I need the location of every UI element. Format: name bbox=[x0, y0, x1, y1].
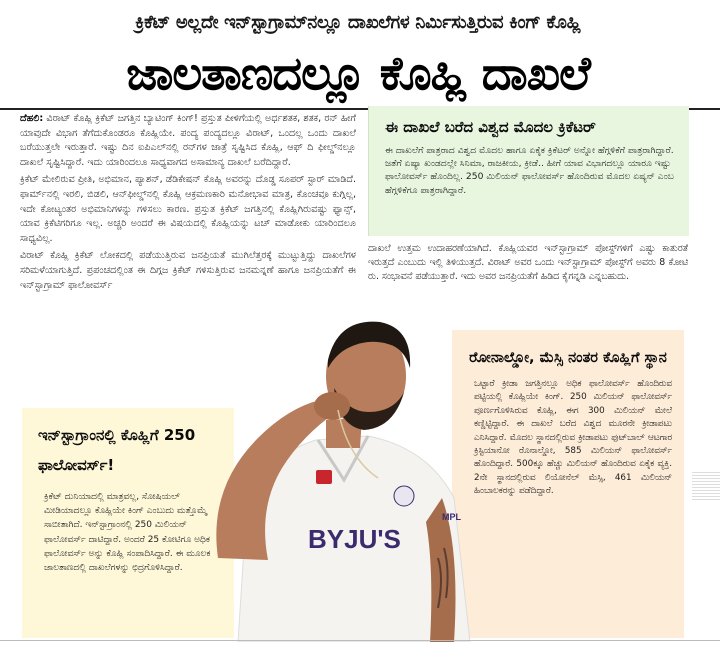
cream-box-body: ಕ್ರಿಕೆಟ್ ದುನಿಯಾದಲ್ಲಿ ಮಾತ್ರವಲ್ಲ, ಸೋಷಿಯಲ್ ಮೀಡಿಯಾದಲ್ಲೂ ಕೊಹ್ಲಿಯೇ ಕಿಂಗ್ ಎಂಬುದು ಮತ್ತೊಮ್ಮೆ ಸಾಬೀತಾಗಿದೆ. ಇನ್‌ಸ್ಟಾಗ್ರಾಂನಲ್ಲಿ 250 ಮಿಲಿಯನ್ ಫಾಲೋವರ್ಸ್ ದಾಟಿದ್ದಾರೆ. ಅಂದರೆ 25 ಕೋಟಿಗೂ ಅಧಿಕ ಫಾಲೋವರ್ಸ್ ಅನ್ನು ಕೊಹ್ಲಿ ಸಂಪಾದಿಸಿದ್ದಾರೆ. ಈ ಮೂಲಕ ಜಾಲತಾಣದಲ್ಲಿ ದಾಖಲೆಗಳನ್ನು ಛಿದ್ರಗೊಳಿಸಿದ್ದಾರೆ. bbox=[44, 492, 211, 574]
main-paragraph-2: ಕ್ರಿಕೆಟ್ ಮೇಲಿರುವ ಪ್ರೀತಿ, ಅಭಿಮಾನ, ಪ್ಯಾಶನ್, ಡೆಡಿಕೇಷನ್ ಕೊಹ್ಲಿ ಅವರನ್ನು ದೊಡ್ಡ ಸೂಪರ್ ಸ್ಟಾರ್ ಮಾಡಿದೆ. ಫಾರ್ಮ್‌ನಲ್ಲಿ ಇರಲಿ, ಬಿಡಲಿ, ಆನ್‌ಫೀಲ್ಡ್‌ನಲ್ಲಿ ಕೊಹ್ಲಿ ಆಕ್ರಮಣಕಾರಿ ಮನೋಭಾವ ಮಾತ್ರ, ಕೊಂಚವೂ ಕುಗ್ಗಿಲ್ಲ, ಇದೇ ಕೋಟ್ಯಂತರ ಅಭಿಮಾನಿಗಳನ್ನು ಗಳಿಸಲು ಕಾರಣ. ಪ್ರಸ್ತುತ ಕ್ರಿಕೆಟ್ ಜಗತ್ತಿನಲ್ಲಿ ಕೊಹ್ಲಿಗಿರುವಷ್ಟು ಫ್ಯಾನ್ಸ್, ಯಾವ ಕ್ರಿಕೆಟಿಗರಿಗೂ ಇಲ್ಲ. ಅಚ್ಚರಿ ಅಂದರೆ ಈ ವಿಷಯದಲ್ಲಿ ಕೊಹ್ಲಿಯನ್ನು ಟಚ್ ಮಾಡೋಕು ಯಾರಿಂದಲೂ ಸಾಧ್ಯವಿಲ್ಲ. bbox=[20, 174, 356, 244]
jersey-sponsor: BYJU'S bbox=[308, 524, 401, 554]
peach-box-title: ರೋನಾಲ್ಡೋ, ಮೆಸ್ಸಿ ನಂತರ ಕೊಹ್ಲಿಗೆ ಸ್ಥಾನ bbox=[469, 350, 667, 366]
main-paragraph-3: ವಿರಾಟ್ ಕೊಹ್ಲಿ ಕ್ರಿಕೆಟ್ ಲೋಕದಲ್ಲಿ ಪಡೆಯುತ್ತಿರುವ ಜನಪ್ರಿಯತೆ ಮುಗಿಲೆತ್ತರಕ್ಕೆ ಮುಟ್ಟುತ್ತಿದ್ದು ದಾಖಲೆಗಳ ಸರಿಮಳೆಯಾಗುತ್ತಿದೆ. ಪ್ರಪಂಚದಲ್ಲಿಂತ ಈ ದಿಗ್ಗಜ ಕ್ರಿಕೆಟ್ ಗಳಿಸುತ್ತಿರುವ ಜನಮನ್ನಣೆ ಹಾಗೂ ಜನಪ್ರಿಯತೆಗೆ ಈ ಇನ್‌ಸ್ಟಾಗ್ರಾಮ್ ಫಾಲೋವರ್ಸ್ bbox=[20, 250, 356, 291]
jersey-sleeve: MPL bbox=[442, 512, 461, 522]
main-headline: ಜಾಲತಾಣದಲ್ಲೂ ಕೊಹ್ಲಿ ದಾಖಲೆ bbox=[126, 46, 590, 100]
page-edge-strip bbox=[692, 470, 720, 500]
green-sidebar-box bbox=[368, 106, 689, 236]
paragraph-1-text: ವಿರಾಟ್ ಕೊಹ್ಲಿ ಕ್ರಿಕೆಟ್ ಜಗತ್ತಿನ ಬ್ಯಾಟಿಂಗ್ ಕಿಂಗ್! ಪ್ರಸ್ತುತ ಪೀಳಿಗೆಯಲ್ಲಿ ಅರ್ಧಶತಕ, ಶತಕ, ರನ್ ಹೀಗೆ ಯಾವುದೇ ವಿಭಾಗ ತೆಗೆದುಕೊಂಡರೂ ಕೊಹ್ಲಿಯೇ. ಪಂದ್ಯ ಪಂದ್ಯದಲ್ಲೂ ವಿರಾಟ್, ಒಂದಲ್ಲ ಒಂದು ದಾಖಲೆ ಬರೆಯುತ್ತಲೇ ಇರುತ್ತಾರೆ. ಇಷ್ಟು ದಿನ ಐಪಿಎಲ್‌ನಲ್ಲಿ ರನ್‌ಗಳ ಜಾತ್ರೆ ಸೃಷ್ಟಿಸಿದ ಕೊಹ್ಲಿ, ಆಫ್ ದಿ ಫೀಲ್ಡ್‌ನಲ್ಲೂ ದಾಖಲೆ ಸೃಷ್ಟಿಸಿದ್ದಾರೆ. ಇದು ಯಾರಿಂದಲೂ ಸಾಧ್ಯವಾಗದ ಅಸಾಮಾನ್ಯ ದಾಖಲೆ ಬರೆದಿದ್ದಾರೆ. bbox=[20, 113, 356, 168]
bcci-logo bbox=[394, 486, 414, 506]
hand-shape bbox=[314, 392, 350, 420]
cream-box-title: ಇನ್‌ಸ್ಟಾಗ್ರಾಂನಲ್ಲಿ ಕೊಹ್ಲಿಗೆ 250 ಫಾಲೋವರ್ಸ್! bbox=[38, 426, 196, 474]
kicker-headline: ಕ್ರಿಕೆಟ್ ಅಲ್ಲದೇ ಇನ್‌ಸ್ಟಾಗ್ರಾಮ್‌ನಲ್ಲೂ ದಾಖಲೆಗಳ ನಿರ್ಮಿಸುತ್ತಿರುವ ಕಿಂಗ್ ಕೊಹ್ಲಿ bbox=[135, 11, 581, 33]
peach-box-body: ಒಟ್ಟಾರೆ ಕ್ರೀಡಾ ಜಗತ್ತಿನಲ್ಲೂ ಅಧಿಕ ಫಾಲೋವರ್ಸ್ ಹೊಂದಿರುವ ಪಟ್ಟಿಯಲ್ಲಿ ಕೊಹ್ಲಿಯೇ ಕಿಂಗ್. 250 ಮಿಲಿಯನ್ ಫಾಲೋವರ್ಸ್ ಪೂರ್ಣಗೊಳಿಸಿರುವ ಕೊಹ್ಲಿ, ಈಗ 300 ಮಿಲಿಯನ್ ಮೇಲೆ ಕಣ್ಣಿಟ್ಟಿದ್ದಾರೆ. ಈ ದಾಖಲೆ ಬರೆದ ವಿಶ್ವದ ಮೂರನೇ ಕ್ರೀಡಾಪಟು ಎನಿಸಿದ್ದಾರೆ. ಮೊದಲ ಸ್ಥಾನದಲ್ಲಿರುವ ಕ್ರೀಡಾಪಟು ಫುಟ್‌ಬಾಲ್ ಆಟಗಾರ ಕ್ರಿಸ್ಟಿಯಾನೋ ರೊನಾಲ್ಡೋ, 585 ಮಿಲಿಯನ್ ಫಾಲೋವರ್ಸ್ ಹೊಂದಿದ್ದಾರೆ. 500ಕ್ಕೂ ಹೆಚ್ಚು ಮಿಲಿಯನ್ ಹೊಂದಿರುವ ಏಕೈಕ ವ್ಯಕ್ತಿ. 2ನೇ ಸ್ಥಾನದಲ್ಲಿರುವ ಲಿಯೋನೆಲ್ ಮೆಸ್ಸಿ, 461 ಮಿಲಿಯನ್ ಹಿಂಬಾಲಕರನ್ನು ಪಡೆದಿದ್ದಾರೆ. bbox=[474, 379, 672, 497]
kohli-photo bbox=[198, 308, 480, 642]
kit-badge bbox=[316, 470, 332, 484]
dateline: ದೆಹಲಿ: bbox=[20, 113, 44, 124]
main-article bbox=[20, 112, 356, 296]
green-box-title: ಈ ದಾಖಲೆ ಬರೆದ ವಿಶ್ವದ ಮೊದಲ ಕ್ರಿಕೆಟರ್ bbox=[385, 118, 596, 136]
peach-sidebar-box bbox=[452, 330, 684, 638]
page-bottom-rule bbox=[0, 640, 720, 641]
right-paragraph: ದಾಖಲೆ ಉತ್ತಮ ಉದಾಹರಣೆಯಾಗಿದೆ. ಕೊಹ್ಲಿಯವರ ಇನ್‌ಸ್ಟಾಗ್ರಾಮ್ ಪೋಸ್ಟ್‌ಗಳಿಗೆ ಎಷ್ಟು ಕಾತುರತೆ ಇರುತ್ತದೆ ಎಂಬುದು ಇಲ್ಲಿ ತಿಳಿಯುತ್ತದೆ. ವಿರಾಟ್ ಅವರ ಒಂದು ಇನ್‌ಸ್ಟಾಗ್ರಾಮ್ ಪೋಸ್ಟ್‌ಗೆ ಅವರು 8 ಕೋಟಿ ರು. ಸಂಭಾವನೆ ಪಡೆಯುತ್ತಾರೆ. ಇದು ಅವರ ಜನಪ್ರಿಯತೆಗೆ ಹಿಡಿದ ಕೈಗನ್ನಡಿ ಎನ್ನಬಹುದು. bbox=[368, 243, 688, 283]
right-column-text bbox=[368, 242, 688, 288]
main-paragraph-1 bbox=[20, 112, 356, 170]
green-box-body: ಈ ದಾಖಲೆಗೆ ಪಾತ್ರರಾದ ವಿಶ್ವದ ಮೊದಲ ಹಾಗೂ ಏಕೈಕ ಕ್ರಿಕೆಟರ್ ಅನ್ನೋ ಹೆಗ್ಗಳಿಕೆಗೆ ಪಾತ್ರರಾಗಿದ್ದಾರೆ. ಜತೆಗೆ ಏಷ್ಯಾ ಖಂಡದಲ್ಲೇ ಸಿನಿಮಾ, ರಾಜಕೀಯ, ಕ್ರೀಡೆ.. ಹೀಗೆ ಯಾವ ವಿಭಾಗದಲ್ಲೂ ಯಾರೂ ಇಷ್ಟು ಫಾಲೋವರ್ಸ್ ಹೊಂದಿಲ್ಲ. 250 ಮಿಲಿಯನ್ ಫಾಲೋವರ್ಸ್ ಹೊಂದಿರುವ ಮೊದಲ ಏಷ್ಯನ್ ಎಂಬ ಹೆಗ್ಗಳಿಕೆಗೂ ಪಾತ್ರರಾಗಿದ್ದಾರೆ. bbox=[385, 145, 674, 196]
